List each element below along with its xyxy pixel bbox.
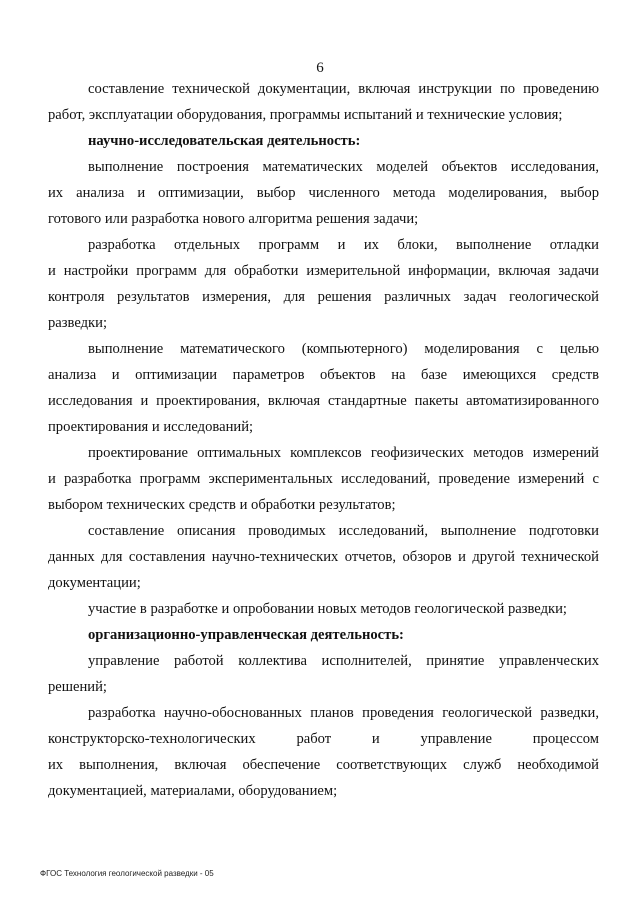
page-number: 6: [316, 60, 324, 76]
text-line: участие в разработке и опробовании новых методов геологической разведки;: [88, 601, 567, 617]
section-heading: научно-исследовательская деятельность:: [88, 133, 361, 149]
text-line: решений;: [48, 679, 107, 695]
text-line: выполнение математического (компьютерного) моделирования с целью: [88, 341, 599, 357]
text-line: анализа и оптимизации параметров объектов на базе имеющихся средств: [48, 367, 599, 383]
text-line: составление технической документации, включая инструкции по проведению: [88, 81, 599, 97]
body-text: [48, 76, 599, 804]
text-line: документации;: [48, 575, 141, 591]
text-line: составление описания проводимых исследований, выполнение подготовки: [88, 523, 599, 539]
text-line: контроля результатов измерения, для решения различных задач геологической: [48, 289, 599, 305]
text-line: проектирования и исследований;: [48, 419, 254, 435]
text-line: конструкторско-технологических работ и управление процессом: [48, 731, 599, 747]
text-line: разработка отдельных программ и их блоки, выполнение отладки: [88, 237, 599, 253]
text-line: исследования и проектирования, включая стандартные пакеты автоматизированного: [48, 393, 599, 409]
text-line: их анализа и оптимизации, выбор численного метода моделирования, выбор: [48, 185, 599, 201]
text-line: управление работой коллектива исполнителей, принятие управленческих: [88, 653, 599, 669]
text-line: разведки;: [48, 315, 108, 331]
text-line: документацией, материалами, оборудованием;: [48, 783, 338, 799]
text-line: их выполнения, включая обеспечение соответствующих служб необходимой: [48, 757, 599, 773]
text-line: выбором технических средств и обработки результатов;: [48, 497, 396, 513]
text-line: разработка научно-обоснованных планов проведения геологической разведки,: [88, 705, 599, 721]
text-line: готового или разработка нового алгоритма решения задачи;: [48, 211, 419, 227]
text-line: данных для составления научно-технических отчетов, обзоров и другой технической: [48, 549, 599, 565]
text-line: и настройки программ для обработки измерительной информации, включая задачи: [48, 263, 599, 279]
text-line: работ, эксплуатации оборудования, программы испытаний и технические условия;: [48, 107, 563, 123]
text-line: выполнение построения математических моделей объектов исследования,: [88, 159, 599, 175]
section-heading: организационно-управленческая деятельность:: [88, 627, 404, 643]
text-line: проектирование оптимальных комплексов геофизических методов измерений: [88, 445, 599, 461]
footer-text: ФГОС Технология геологической разведки - 05: [40, 869, 214, 878]
text-line: и разработка программ экспериментальных исследований, проведение измерений с: [48, 471, 599, 487]
